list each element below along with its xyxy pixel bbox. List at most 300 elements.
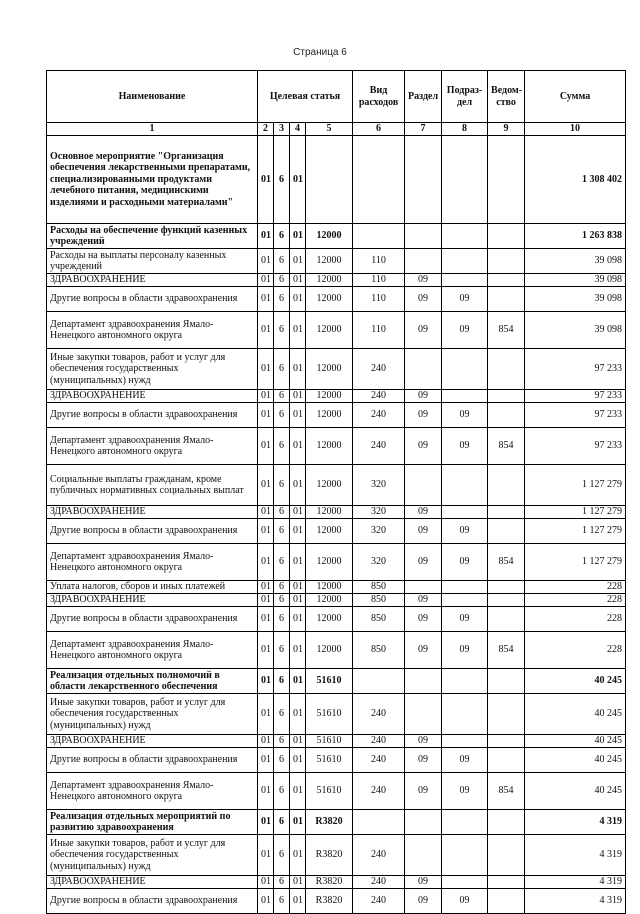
column-number: 1 <box>47 123 258 136</box>
target-code-event-cell: 01 <box>290 876 306 889</box>
section-cell: 09 <box>405 506 442 519</box>
section-cell: 09 <box>405 428 442 465</box>
row-name-cell: Другие вопросы в области здравоохранения <box>47 287 258 312</box>
target-code-direction-cell: 12000 <box>306 519 353 544</box>
row-name-cell: Расходы на обеспечение функций казенных учреждений <box>47 224 258 249</box>
department-cell <box>488 669 525 694</box>
table-row <box>47 544 626 581</box>
department-cell <box>488 136 525 224</box>
department-cell <box>488 694 525 735</box>
amount-cell: 1 263 838 <box>525 224 626 249</box>
expense-type-cell: 240 <box>353 349 405 390</box>
target-code-direction-cell: R3820 <box>306 889 353 914</box>
target-code-program-cell: 01 <box>258 876 274 889</box>
amount-cell: 97 233 <box>525 403 626 428</box>
row-name-cell: ЗДРАВООХРАНЕНИЕ <box>47 274 258 287</box>
row-name-cell: Реализация отдельных полномочий в области лекарственного обеспечения <box>47 669 258 694</box>
expense-type-cell: 240 <box>353 735 405 748</box>
row-name-cell: Иные закупки товаров, работ и услуг для обеспечения государственных (муниципальных) нужд <box>47 694 258 735</box>
table-row <box>47 136 626 224</box>
subsection-cell <box>442 224 488 249</box>
target-code-subprogram-cell: 6 <box>274 428 290 465</box>
target-code-event-cell: 01 <box>290 632 306 669</box>
amount-cell: 4 319 <box>525 810 626 835</box>
expense-type-cell <box>353 224 405 249</box>
section-cell <box>405 581 442 594</box>
amount-cell: 4 319 <box>525 876 626 889</box>
target-code-direction-cell: 12000 <box>306 349 353 390</box>
section-cell <box>405 694 442 735</box>
row-name-cell: Расходы на выплаты персоналу казенных учреждений <box>47 249 258 274</box>
subsection-cell <box>442 506 488 519</box>
target-code-direction-cell: 12000 <box>306 312 353 349</box>
table-row <box>47 428 626 465</box>
target-code-event-cell: 01 <box>290 224 306 249</box>
target-code-direction-cell: R3820 <box>306 835 353 876</box>
target-code-program-cell: 01 <box>258 390 274 403</box>
target-code-program-cell: 01 <box>258 889 274 914</box>
target-code-program-cell: 01 <box>258 506 274 519</box>
row-name-cell: Департамент здравоохранения Ямало-Ненецкого автономного округа <box>47 544 258 581</box>
target-code-subprogram-cell: 6 <box>274 594 290 607</box>
row-name-cell: Уплата налогов, сборов и иных платежей <box>47 581 258 594</box>
column-number: 8 <box>442 123 488 136</box>
target-code-program-cell: 01 <box>258 810 274 835</box>
target-code-program-cell: 01 <box>258 835 274 876</box>
section-cell: 09 <box>405 735 442 748</box>
header-vid: Вид расходов <box>353 71 405 123</box>
table-row <box>47 390 626 403</box>
subsection-cell: 09 <box>442 748 488 773</box>
department-cell <box>488 224 525 249</box>
amount-cell: 1 127 279 <box>525 544 626 581</box>
row-name-cell: Департамент здравоохранения Ямало-Ненецкого автономного округа <box>47 428 258 465</box>
department-cell <box>488 465 525 506</box>
row-name-cell: Другие вопросы в области здравоохранения <box>47 607 258 632</box>
expense-type-cell: 850 <box>353 607 405 632</box>
subsection-cell <box>442 876 488 889</box>
target-code-event-cell: 01 <box>290 390 306 403</box>
column-number: 3 <box>274 123 290 136</box>
amount-cell: 228 <box>525 632 626 669</box>
target-code-event-cell: 01 <box>290 694 306 735</box>
subsection-cell <box>442 735 488 748</box>
row-name-cell: Другие вопросы в области здравоохранения <box>47 403 258 428</box>
department-cell <box>488 594 525 607</box>
target-code-subprogram-cell: 6 <box>274 274 290 287</box>
subsection-cell <box>442 249 488 274</box>
target-code-event-cell: 01 <box>290 136 306 224</box>
target-code-event-cell: 01 <box>290 544 306 581</box>
target-code-subprogram-cell: 6 <box>274 889 290 914</box>
expense-type-cell: 240 <box>353 390 405 403</box>
section-cell: 09 <box>405 287 442 312</box>
table-row <box>47 835 626 876</box>
subsection-cell <box>442 835 488 876</box>
section-cell: 09 <box>405 390 442 403</box>
target-code-direction-cell: 12000 <box>306 390 353 403</box>
section-cell <box>405 249 442 274</box>
target-code-event-cell: 01 <box>290 607 306 632</box>
target-code-subprogram-cell: 6 <box>274 136 290 224</box>
target-code-event-cell: 01 <box>290 810 306 835</box>
column-number-row <box>47 123 626 136</box>
target-code-subprogram-cell: 6 <box>274 224 290 249</box>
target-code-event-cell: 01 <box>290 349 306 390</box>
expense-type-cell: 240 <box>353 428 405 465</box>
header-vedomstvo: Ведом-ство <box>488 71 525 123</box>
column-number: 9 <box>488 123 525 136</box>
header-name: Наименование <box>47 71 258 123</box>
department-cell <box>488 876 525 889</box>
column-number: 5 <box>306 123 353 136</box>
target-code-subprogram-cell: 6 <box>274 506 290 519</box>
table-row <box>47 607 626 632</box>
target-code-subprogram-cell: 6 <box>274 287 290 312</box>
expense-type-cell: 240 <box>353 403 405 428</box>
department-cell <box>488 748 525 773</box>
target-code-program-cell: 01 <box>258 224 274 249</box>
subsection-cell <box>442 694 488 735</box>
target-code-program-cell: 01 <box>258 403 274 428</box>
amount-cell: 39 098 <box>525 287 626 312</box>
table-row <box>47 889 626 914</box>
department-cell <box>488 403 525 428</box>
row-name-cell: Другие вопросы в области здравоохранения <box>47 748 258 773</box>
subsection-cell <box>442 594 488 607</box>
subsection-cell <box>442 581 488 594</box>
target-code-program-cell: 01 <box>258 465 274 506</box>
expense-type-cell <box>353 810 405 835</box>
department-cell <box>488 519 525 544</box>
header-target: Целевая статья <box>258 71 353 123</box>
subsection-cell <box>442 274 488 287</box>
target-code-subprogram-cell: 6 <box>274 390 290 403</box>
header-row <box>47 71 626 123</box>
table-row <box>47 249 626 274</box>
section-cell: 09 <box>405 594 442 607</box>
target-code-program-cell: 01 <box>258 349 274 390</box>
column-number: 2 <box>258 123 274 136</box>
target-code-program-cell: 01 <box>258 773 274 810</box>
row-name-cell: Реализация отдельных мероприятий по развитию здравоохранения <box>47 810 258 835</box>
department-cell <box>488 506 525 519</box>
table-row <box>47 349 626 390</box>
department-cell <box>488 810 525 835</box>
subsection-cell <box>442 810 488 835</box>
column-number: 7 <box>405 123 442 136</box>
row-name-cell: ЗДРАВООХРАНЕНИЕ <box>47 594 258 607</box>
table-row <box>47 735 626 748</box>
target-code-subprogram-cell: 6 <box>274 312 290 349</box>
target-code-direction-cell: 51610 <box>306 669 353 694</box>
table-row <box>47 465 626 506</box>
section-cell: 09 <box>405 607 442 632</box>
amount-cell: 39 098 <box>525 274 626 287</box>
section-cell: 09 <box>405 876 442 889</box>
table-row <box>47 403 626 428</box>
amount-cell: 97 233 <box>525 390 626 403</box>
target-code-direction-cell: 51610 <box>306 773 353 810</box>
target-code-subprogram-cell: 6 <box>274 544 290 581</box>
expense-type-cell: 240 <box>353 835 405 876</box>
target-code-subprogram-cell: 6 <box>274 581 290 594</box>
subsection-cell: 09 <box>442 889 488 914</box>
target-code-event-cell: 01 <box>290 735 306 748</box>
section-cell <box>405 669 442 694</box>
subsection-cell: 09 <box>442 287 488 312</box>
target-code-subprogram-cell: 6 <box>274 773 290 810</box>
target-code-subprogram-cell: 6 <box>274 669 290 694</box>
table-row <box>47 632 626 669</box>
target-code-direction-cell: 51610 <box>306 748 353 773</box>
department-cell <box>488 287 525 312</box>
target-code-subprogram-cell: 6 <box>274 403 290 428</box>
table-row <box>47 876 626 889</box>
expense-type-cell <box>353 136 405 224</box>
expense-type-cell: 320 <box>353 506 405 519</box>
target-code-program-cell: 01 <box>258 287 274 312</box>
subsection-cell <box>442 669 488 694</box>
subsection-cell: 09 <box>442 403 488 428</box>
target-code-subprogram-cell: 6 <box>274 632 290 669</box>
row-name-cell: ЗДРАВООХРАНЕНИЕ <box>47 390 258 403</box>
section-cell: 09 <box>405 748 442 773</box>
target-code-event-cell: 01 <box>290 403 306 428</box>
row-name-cell: Департамент здравоохранения Ямало-Ненецкого автономного округа <box>47 312 258 349</box>
expense-type-cell: 110 <box>353 274 405 287</box>
target-code-event-cell: 01 <box>290 748 306 773</box>
target-code-program-cell: 01 <box>258 594 274 607</box>
section-cell: 09 <box>405 403 442 428</box>
target-code-direction-cell: 12000 <box>306 632 353 669</box>
target-code-event-cell: 01 <box>290 506 306 519</box>
section-cell: 09 <box>405 519 442 544</box>
target-code-program-cell: 01 <box>258 735 274 748</box>
target-code-subprogram-cell: 6 <box>274 748 290 773</box>
amount-cell: 1 308 402 <box>525 136 626 224</box>
target-code-direction-cell: 51610 <box>306 735 353 748</box>
target-code-program-cell: 01 <box>258 581 274 594</box>
table-row <box>47 312 626 349</box>
target-code-event-cell: 01 <box>290 249 306 274</box>
target-code-subprogram-cell: 6 <box>274 876 290 889</box>
target-code-subprogram-cell: 6 <box>274 607 290 632</box>
target-code-event-cell: 01 <box>290 465 306 506</box>
amount-cell: 97 233 <box>525 428 626 465</box>
expense-type-cell: 850 <box>353 632 405 669</box>
target-code-program-cell: 01 <box>258 669 274 694</box>
table-row <box>47 773 626 810</box>
department-cell <box>488 835 525 876</box>
row-name-cell: Другие вопросы в области здравоохранения <box>47 889 258 914</box>
amount-cell: 40 245 <box>525 669 626 694</box>
target-code-program-cell: 01 <box>258 428 274 465</box>
amount-cell: 228 <box>525 607 626 632</box>
target-code-event-cell: 01 <box>290 835 306 876</box>
target-code-direction-cell <box>306 136 353 224</box>
expense-type-cell: 110 <box>353 312 405 349</box>
amount-cell: 40 245 <box>525 694 626 735</box>
target-code-event-cell: 01 <box>290 581 306 594</box>
target-code-event-cell: 01 <box>290 274 306 287</box>
target-code-program-cell: 01 <box>258 249 274 274</box>
department-cell: 854 <box>488 632 525 669</box>
target-code-event-cell: 01 <box>290 889 306 914</box>
department-cell <box>488 607 525 632</box>
target-code-direction-cell: R3820 <box>306 810 353 835</box>
expense-type-cell: 240 <box>353 694 405 735</box>
department-cell <box>488 581 525 594</box>
department-cell: 854 <box>488 428 525 465</box>
amount-cell: 228 <box>525 581 626 594</box>
target-code-subprogram-cell: 6 <box>274 835 290 876</box>
amount-cell: 4 319 <box>525 835 626 876</box>
target-code-event-cell: 01 <box>290 519 306 544</box>
budget-table <box>46 70 626 914</box>
table-row <box>47 581 626 594</box>
section-cell <box>405 136 442 224</box>
target-code-direction-cell: R3820 <box>306 876 353 889</box>
target-code-direction-cell: 12000 <box>306 287 353 312</box>
target-code-program-cell: 01 <box>258 274 274 287</box>
column-number: 10 <box>525 123 626 136</box>
expense-type-cell: 850 <box>353 594 405 607</box>
target-code-direction-cell: 12000 <box>306 506 353 519</box>
amount-cell: 228 <box>525 594 626 607</box>
section-cell <box>405 835 442 876</box>
row-name-cell: ЗДРАВООХРАНЕНИЕ <box>47 735 258 748</box>
target-code-event-cell: 01 <box>290 428 306 465</box>
header-razdel: Раздел <box>405 71 442 123</box>
subsection-cell: 09 <box>442 428 488 465</box>
subsection-cell: 09 <box>442 607 488 632</box>
row-name-cell: ЗДРАВООХРАНЕНИЕ <box>47 876 258 889</box>
target-code-direction-cell: 51610 <box>306 694 353 735</box>
table-row <box>47 694 626 735</box>
target-code-program-cell: 01 <box>258 632 274 669</box>
department-cell <box>488 274 525 287</box>
table-row <box>47 748 626 773</box>
expense-type-cell: 240 <box>353 748 405 773</box>
target-code-direction-cell: 12000 <box>306 544 353 581</box>
target-code-direction-cell: 12000 <box>306 428 353 465</box>
expense-type-cell: 110 <box>353 287 405 312</box>
department-cell: 854 <box>488 544 525 581</box>
subsection-cell <box>442 136 488 224</box>
target-code-event-cell: 01 <box>290 312 306 349</box>
target-code-direction-cell: 12000 <box>306 465 353 506</box>
amount-cell: 1 127 279 <box>525 519 626 544</box>
expense-type-cell: 110 <box>353 249 405 274</box>
table-row <box>47 274 626 287</box>
target-code-direction-cell: 12000 <box>306 403 353 428</box>
target-code-program-cell: 01 <box>258 136 274 224</box>
target-code-direction-cell: 12000 <box>306 274 353 287</box>
target-code-event-cell: 01 <box>290 594 306 607</box>
target-code-direction-cell: 12000 <box>306 607 353 632</box>
department-cell <box>488 249 525 274</box>
subsection-cell <box>442 390 488 403</box>
target-code-subprogram-cell: 6 <box>274 465 290 506</box>
page-label: Страница 6 <box>293 47 347 58</box>
table-row <box>47 287 626 312</box>
section-cell: 09 <box>405 889 442 914</box>
target-code-direction-cell: 12000 <box>306 249 353 274</box>
amount-cell: 40 245 <box>525 773 626 810</box>
department-cell <box>488 735 525 748</box>
expense-type-cell: 850 <box>353 581 405 594</box>
row-name-cell: Департамент здравоохранения Ямало-Ненецкого автономного округа <box>47 632 258 669</box>
target-code-program-cell: 01 <box>258 519 274 544</box>
target-code-program-cell: 01 <box>258 694 274 735</box>
expense-type-cell: 320 <box>353 519 405 544</box>
row-name-cell: Социальные выплаты гражданам, кроме публичных нормативных социальных выплат <box>47 465 258 506</box>
expense-type-cell: 320 <box>353 465 405 506</box>
target-code-subprogram-cell: 6 <box>274 694 290 735</box>
target-code-event-cell: 01 <box>290 669 306 694</box>
department-cell <box>488 889 525 914</box>
expense-type-cell <box>353 669 405 694</box>
amount-cell: 97 233 <box>525 349 626 390</box>
row-name-cell: Другие вопросы в области здравоохранения <box>47 519 258 544</box>
target-code-program-cell: 01 <box>258 312 274 349</box>
row-name-cell: ЗДРАВООХРАНЕНИЕ <box>47 506 258 519</box>
target-code-subprogram-cell: 6 <box>274 249 290 274</box>
target-code-event-cell: 01 <box>290 287 306 312</box>
row-name-cell: Департамент здравоохранения Ямало-Ненецкого автономного округа <box>47 773 258 810</box>
row-name-cell: Иные закупки товаров, работ и услуг для обеспечения государственных (муниципальных) нужд <box>47 349 258 390</box>
column-number: 6 <box>353 123 405 136</box>
header-podrazdel: Подраз-дел <box>442 71 488 123</box>
target-code-subprogram-cell: 6 <box>274 735 290 748</box>
department-cell: 854 <box>488 773 525 810</box>
amount-cell: 1 127 279 <box>525 465 626 506</box>
section-cell: 09 <box>405 632 442 669</box>
department-cell <box>488 349 525 390</box>
amount-cell: 39 098 <box>525 249 626 274</box>
target-code-program-cell: 01 <box>258 607 274 632</box>
table-row <box>47 224 626 249</box>
target-code-direction-cell: 12000 <box>306 581 353 594</box>
subsection-cell: 09 <box>442 544 488 581</box>
target-code-program-cell: 01 <box>258 544 274 581</box>
amount-cell: 40 245 <box>525 748 626 773</box>
target-code-subprogram-cell: 6 <box>274 349 290 390</box>
section-cell <box>405 224 442 249</box>
amount-cell: 39 098 <box>525 312 626 349</box>
expense-type-cell: 320 <box>353 544 405 581</box>
table-row <box>47 594 626 607</box>
section-cell <box>405 465 442 506</box>
department-cell <box>488 390 525 403</box>
amount-cell: 40 245 <box>525 735 626 748</box>
subsection-cell: 09 <box>442 312 488 349</box>
target-code-direction-cell: 12000 <box>306 224 353 249</box>
row-name-cell: Иные закупки товаров, работ и услуг для обеспечения государственных (муниципальных) нужд <box>47 835 258 876</box>
section-cell: 09 <box>405 274 442 287</box>
table-row <box>47 810 626 835</box>
amount-cell: 4 319 <box>525 889 626 914</box>
section-cell <box>405 349 442 390</box>
expense-type-cell: 240 <box>353 876 405 889</box>
table-row <box>47 669 626 694</box>
table-row <box>47 519 626 544</box>
subsection-cell <box>442 465 488 506</box>
section-cell <box>405 810 442 835</box>
section-cell: 09 <box>405 773 442 810</box>
subsection-cell: 09 <box>442 632 488 669</box>
